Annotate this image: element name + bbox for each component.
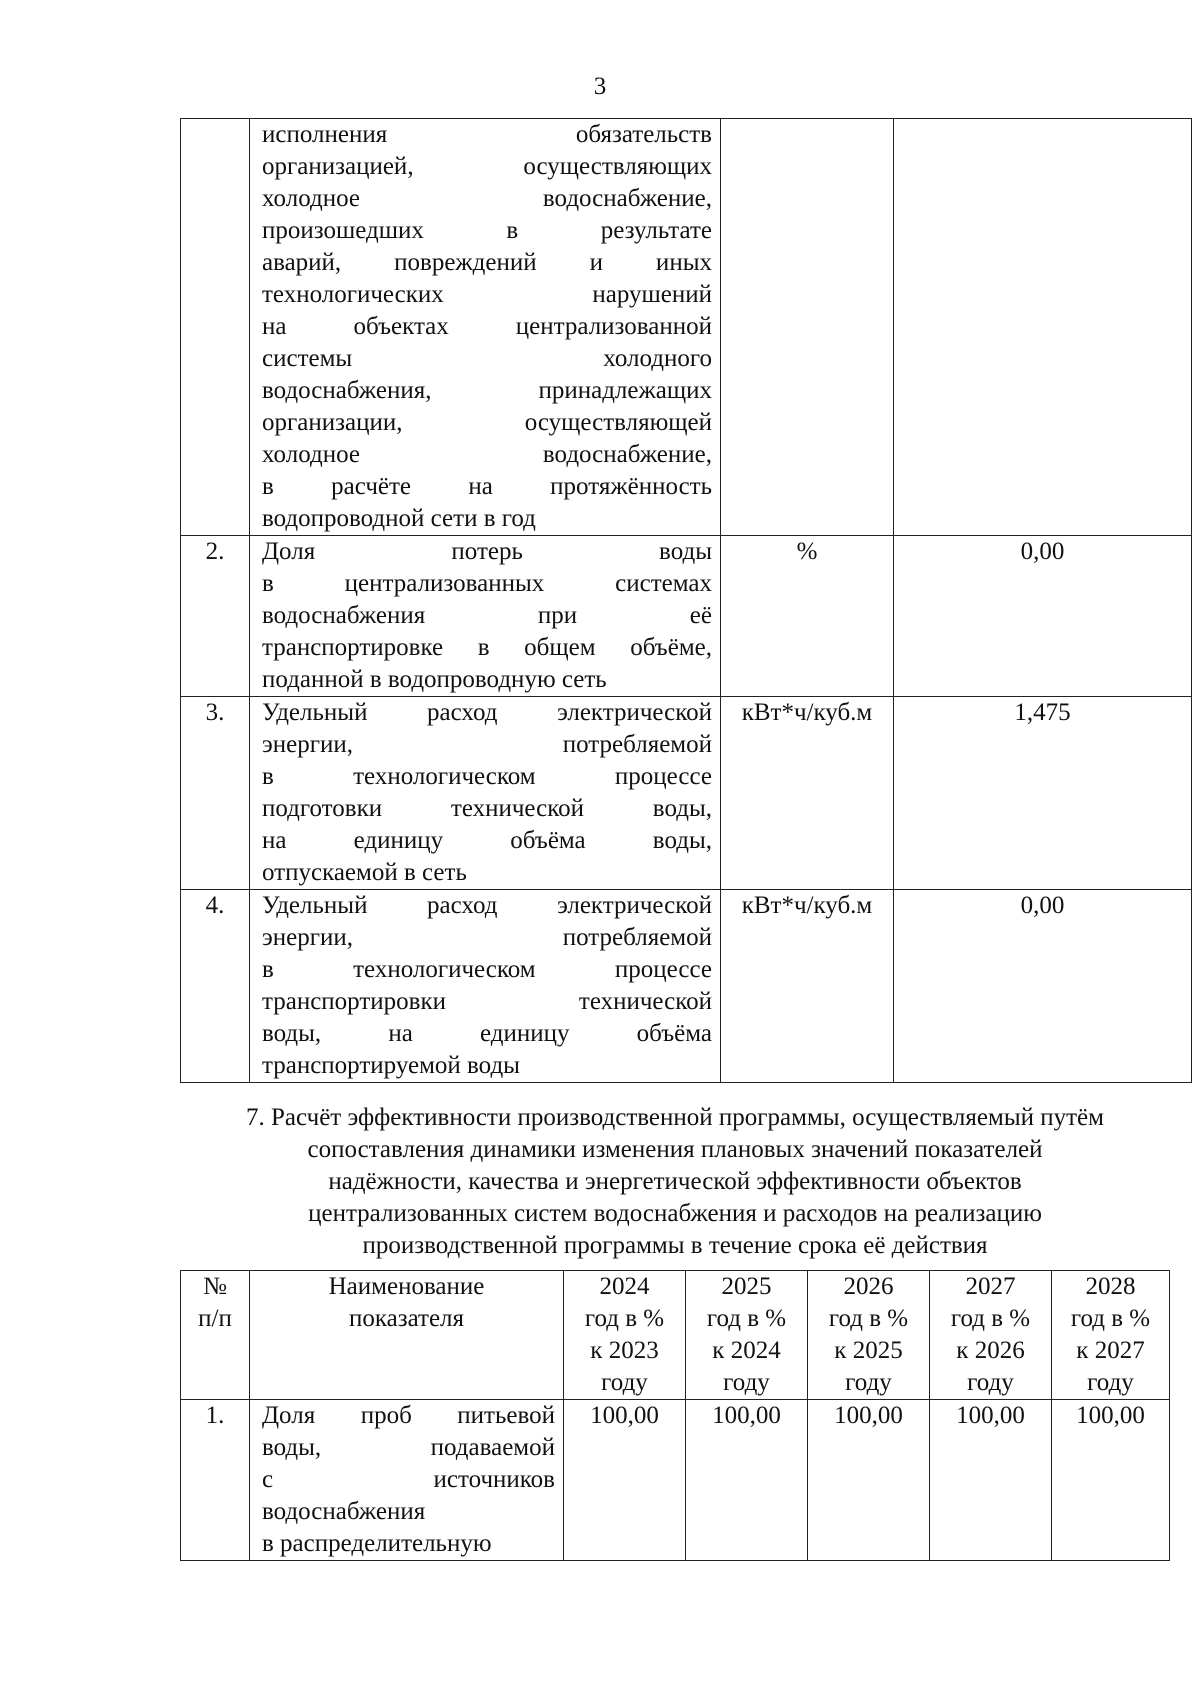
header-year [564, 1271, 686, 1400]
heading-line: производственной программы в течение срока её действия [362, 1232, 988, 1259]
cell-line: год в % [706, 1305, 787, 1332]
cell-line: воды, подаваемой [262, 1434, 555, 1461]
cell-line: на объектах централизованной [262, 313, 712, 340]
cell-line: энергии, потребляемой [262, 731, 712, 758]
cell-line: аварий, повреждений и иных [262, 249, 712, 276]
value-cell: 100,00 [808, 1400, 930, 1561]
cell-line: к 2026 [956, 1337, 1025, 1364]
cell-line: воды, на единицу объёма [262, 1020, 712, 1047]
cell-line: Доля проб питьевой [262, 1402, 555, 1429]
table-row [181, 119, 1192, 536]
cell-line: Удельный расход электрической [262, 699, 712, 726]
row-number: 4. [181, 890, 250, 1083]
indicator-name [250, 697, 721, 890]
cell-line: системы холодного [262, 345, 712, 372]
cell-line: Удельный расход электрической [262, 892, 712, 919]
header-year [930, 1271, 1052, 1400]
page-number: 3 [593, 73, 607, 100]
cell-line: водопроводной сети в год [262, 505, 536, 532]
cell-line: исполнения обязательств [262, 121, 712, 148]
value-cell: 1,475 [894, 697, 1192, 890]
indicator-name [250, 536, 721, 697]
row-number: 2. [181, 536, 250, 697]
cell-line: год в % [584, 1305, 665, 1332]
cell-line: в распределительную [262, 1530, 492, 1557]
cell-line: водоснабжения, принадлежащих [262, 377, 712, 404]
cell-line: к 2027 [1076, 1337, 1145, 1364]
cell-line: году [1087, 1369, 1134, 1396]
indicator-name [250, 890, 721, 1083]
row-number [181, 119, 250, 536]
efficiency-table [180, 1270, 1170, 1561]
cell-line: году [967, 1369, 1014, 1396]
cell-line: п/п [198, 1305, 232, 1332]
header-year [808, 1271, 930, 1400]
unit-cell: кВт*ч/куб.м [721, 697, 894, 890]
value-cell [894, 119, 1192, 536]
indicator-name [250, 119, 721, 536]
cell-line: в технологическом процессе [262, 763, 712, 790]
table-row [181, 536, 1192, 697]
cell-line: водоснабжения при её [262, 602, 712, 629]
value-cell: 0,00 [894, 890, 1192, 1083]
cell-line: в расчёте на протяжённость [262, 473, 712, 500]
cell-line: на единицу объёма воды, [262, 827, 712, 854]
cell-line: 2024 [599, 1273, 650, 1300]
cell-line: году [723, 1369, 770, 1396]
cell-line: в централизованных системах [262, 570, 712, 597]
heading-line: сопоставления динамики изменения плановых значений показателей [307, 1136, 1043, 1163]
cell-line: водоснабжения [262, 1498, 426, 1525]
cell-line: Наименование [328, 1273, 485, 1300]
cell-line: Доля потерь воды [262, 538, 712, 565]
indicator-name [250, 1400, 564, 1561]
heading-line: централизованных систем водоснабжения и расходов на реализацию [308, 1200, 1042, 1227]
cell-line: транспортировки технической [262, 988, 712, 1015]
row-number: 1. [181, 1400, 250, 1561]
header-row [181, 1271, 1170, 1400]
cell-line: году [845, 1369, 892, 1396]
heading-line: надёжности, качества и энергетической эффективности объектов [328, 1168, 1022, 1195]
value-cell: 100,00 [564, 1400, 686, 1561]
value-cell: 0,00 [894, 536, 1192, 697]
cell-line: год в % [950, 1305, 1031, 1332]
cell-line: подготовки технической воды, [262, 795, 712, 822]
cell-line: году [601, 1369, 648, 1396]
cell-line: энергии, потребляемой [262, 924, 712, 951]
cell-line: произошедших в результате [262, 217, 712, 244]
cell-line: 2026 [843, 1273, 894, 1300]
unit-cell: кВт*ч/куб.м [721, 890, 894, 1083]
cell-line: отпускаемой в сеть [262, 859, 467, 886]
cell-line: технологических нарушений [262, 281, 712, 308]
cell-line: год в % [1070, 1305, 1151, 1332]
table-row [181, 890, 1192, 1083]
table-row [181, 1400, 1170, 1561]
table-row [181, 697, 1192, 890]
section-heading [170, 1102, 1180, 1262]
header-year [1052, 1271, 1170, 1400]
cell-line: с источников [262, 1466, 555, 1493]
cell-line: холодное водоснабжение, [262, 185, 712, 212]
cell-line: поданной в водопроводную сеть [262, 666, 607, 693]
cell-line: к 2023 [590, 1337, 659, 1364]
cell-line: организации, осуществляющей [262, 409, 712, 436]
cell-line: транспортируемой воды [262, 1052, 520, 1079]
heading-line: 7. Расчёт эффективности производственной программы, осуществляемый путём [246, 1104, 1104, 1131]
cell-line: к 2025 [834, 1337, 903, 1364]
cell-line: в технологическом процессе [262, 956, 712, 983]
value-cell: 100,00 [1052, 1400, 1170, 1561]
header-name [250, 1271, 564, 1400]
unit-cell [721, 119, 894, 536]
unit-cell: % [721, 536, 894, 697]
cell-line: год в % [828, 1305, 909, 1332]
value-cell: 100,00 [686, 1400, 808, 1561]
cell-line: 2028 [1085, 1273, 1136, 1300]
row-number: 3. [181, 697, 250, 890]
header-year [686, 1271, 808, 1400]
cell-line: транспортировке в общем объёме, [262, 634, 712, 661]
cell-line: холодное водоснабжение, [262, 441, 712, 468]
cell-line: организацией, осуществляющих [262, 153, 712, 180]
cell-line: 2025 [721, 1273, 772, 1300]
cell-line: 2027 [965, 1273, 1016, 1300]
indicators-table [180, 118, 1192, 1083]
header-number [181, 1271, 250, 1400]
cell-line: показателя [348, 1305, 465, 1332]
cell-line: к 2024 [712, 1337, 781, 1364]
value-cell: 100,00 [930, 1400, 1052, 1561]
cell-line: № [203, 1273, 227, 1300]
